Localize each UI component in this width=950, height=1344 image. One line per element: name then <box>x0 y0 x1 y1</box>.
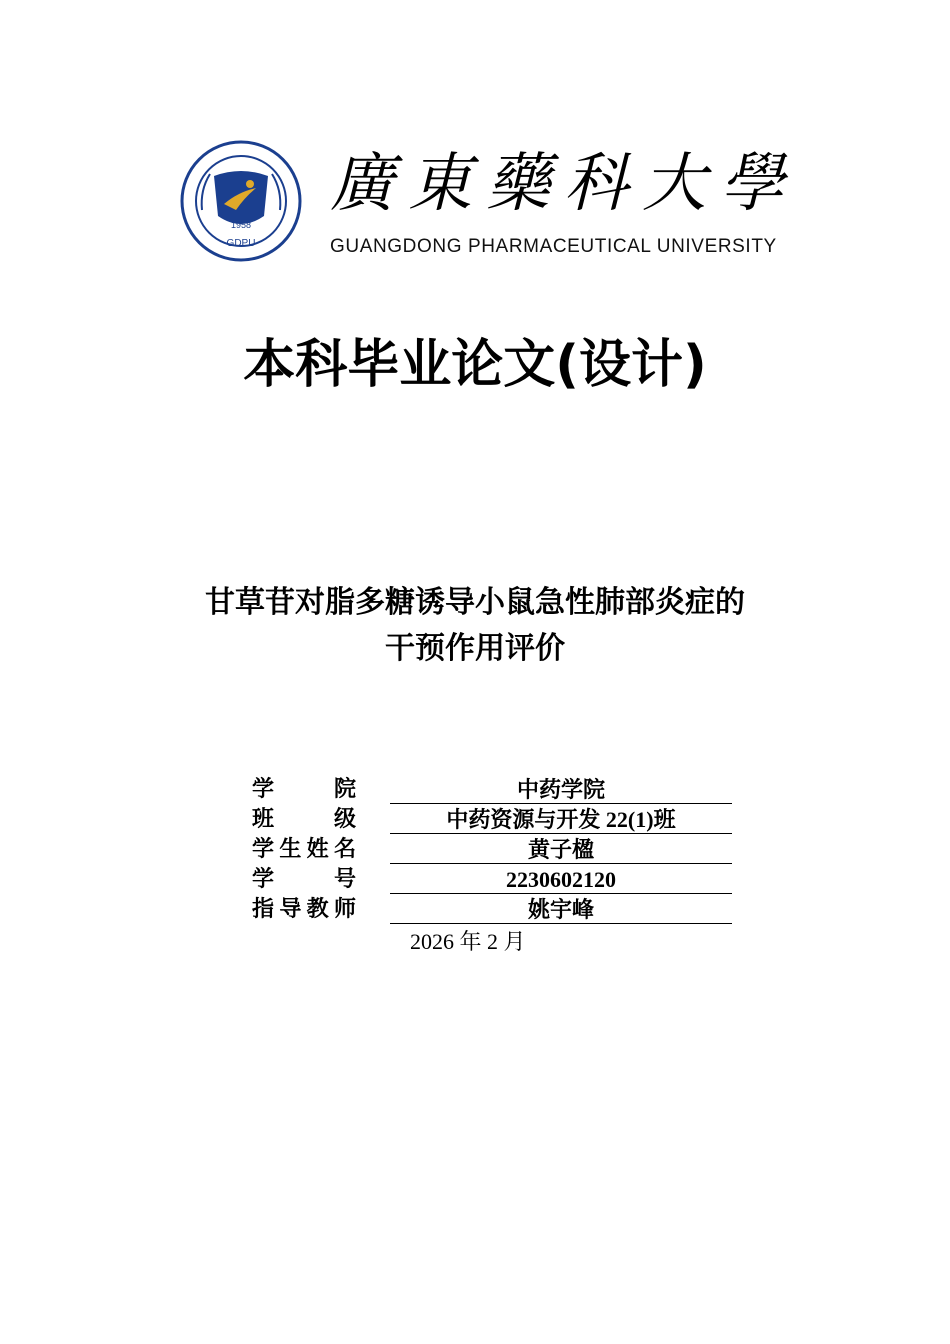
university-header <box>180 140 798 265</box>
submission-date: 2026 年 2 月 <box>410 929 526 954</box>
student-id-value: 2230602120 <box>390 866 732 894</box>
info-row-student-id <box>252 866 732 896</box>
info-row-student-name <box>252 836 732 866</box>
info-row-advisor <box>252 896 732 926</box>
thesis-title-line-1: 甘草苷对脂多糖诱导小鼠急性肺部炎症的 <box>205 585 745 620</box>
university-name-en: GUANGDONG PHARMACEUTICAL UNIVERSITY <box>330 236 777 257</box>
document-type-title: 本科毕业论文(设计) <box>243 335 707 395</box>
advisor-label: 指导教师 <box>252 897 356 922</box>
info-row-college <box>252 776 732 806</box>
student-info-table <box>252 776 732 926</box>
college-value: 中药学院 <box>390 776 732 804</box>
thesis-title-line-2: 干预作用评价 <box>385 631 565 666</box>
student-name-value: 黄子楹 <box>390 836 732 864</box>
seal-year: 1958 <box>230 220 252 230</box>
university-name-cn: 廣東藥科大學 <box>330 147 798 221</box>
thesis-title <box>120 580 830 672</box>
student-name-label: 学生姓名 <box>252 837 356 862</box>
university-seal-logo <box>180 140 302 262</box>
class-value: 中药资源与开发 22(1)班 <box>390 806 732 834</box>
class-label: 班 级 <box>252 807 356 832</box>
student-id-label: 学 号 <box>252 867 356 892</box>
seal-abbr: GDPU <box>226 238 256 249</box>
info-row-class <box>252 806 732 836</box>
college-label: 学 院 <box>252 777 356 802</box>
advisor-value: 姚宇峰 <box>390 896 732 924</box>
